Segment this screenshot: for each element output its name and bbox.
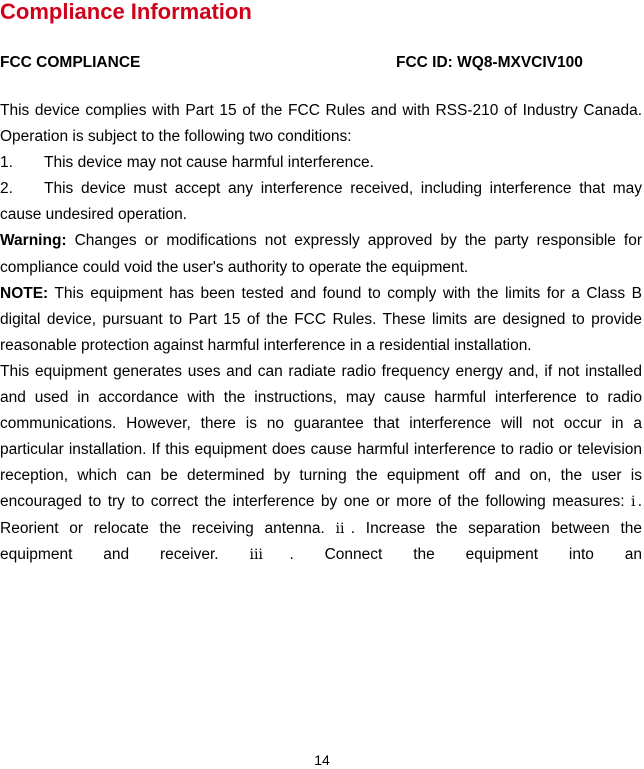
measure-2-number: ⅱ	[335, 520, 351, 537]
measure-3-text: . Connect the equipment into an	[289, 545, 642, 563]
page-title: Compliance Information	[0, 0, 252, 24]
measure-1-number: ⅰ	[631, 494, 638, 511]
measure-2-text: . Increase the separation between the equipment and receiver.	[0, 519, 642, 563]
fcc-compliance-label: FCC COMPLIANCE	[0, 54, 141, 71]
measure-1-text: . Reorient or relocate the receiving antenna.	[0, 493, 642, 537]
page-number: 14	[314, 752, 330, 768]
note-label: NOTE:	[0, 284, 49, 302]
condition-number: 2.	[0, 180, 13, 198]
warning-paragraph	[0, 228, 642, 280]
fcc-header-row	[0, 54, 644, 74]
interference-paragraph	[0, 359, 642, 568]
note-paragraph	[0, 281, 642, 359]
condition-item	[0, 150, 642, 176]
warning-label: Warning:	[0, 232, 67, 250]
compliance-body	[0, 98, 642, 568]
fcc-id-label: FCC ID: WQ8-MXVCIV100	[396, 54, 583, 71]
warning-text: Changes or modifications not expressly approved by the party responsible for compliance could void the user's authority to operate the equipment.	[0, 232, 642, 276]
measure-3-number: ⅲ	[249, 546, 290, 563]
condition-item	[0, 176, 642, 228]
intro-paragraph: This device complies with Part 15 of the FCC Rules and with RSS-210 of Industry Canada. Operation is subject to the following two conditions:	[0, 102, 642, 146]
interference-text: This equipment generates uses and can radiate radio frequency energy and, if not installed and used in accordance with the instructions, may cause harmful interference to radio communications. However, there is no guarantee that interference will not occur in a particular installation. If this equipment does cause harmful interference to radio or television reception, which can be determined by turning the equipment off and on, the user is encouraged to try to correct the interference by one or more of the following measures:	[0, 362, 642, 511]
condition-number: 1.	[0, 154, 13, 172]
condition-text: This device may not cause harmful interference.	[44, 154, 374, 172]
condition-text: This device must accept any interference received, including interference that may cause undesired operation.	[0, 180, 642, 224]
note-text: This equipment has been tested and found to comply with the limits for a Class B digital device, pursuant to Part 15 of the FCC Rules. These limits are designed to provide reasonable protection against harmful interference in a residential installation.	[0, 284, 642, 354]
